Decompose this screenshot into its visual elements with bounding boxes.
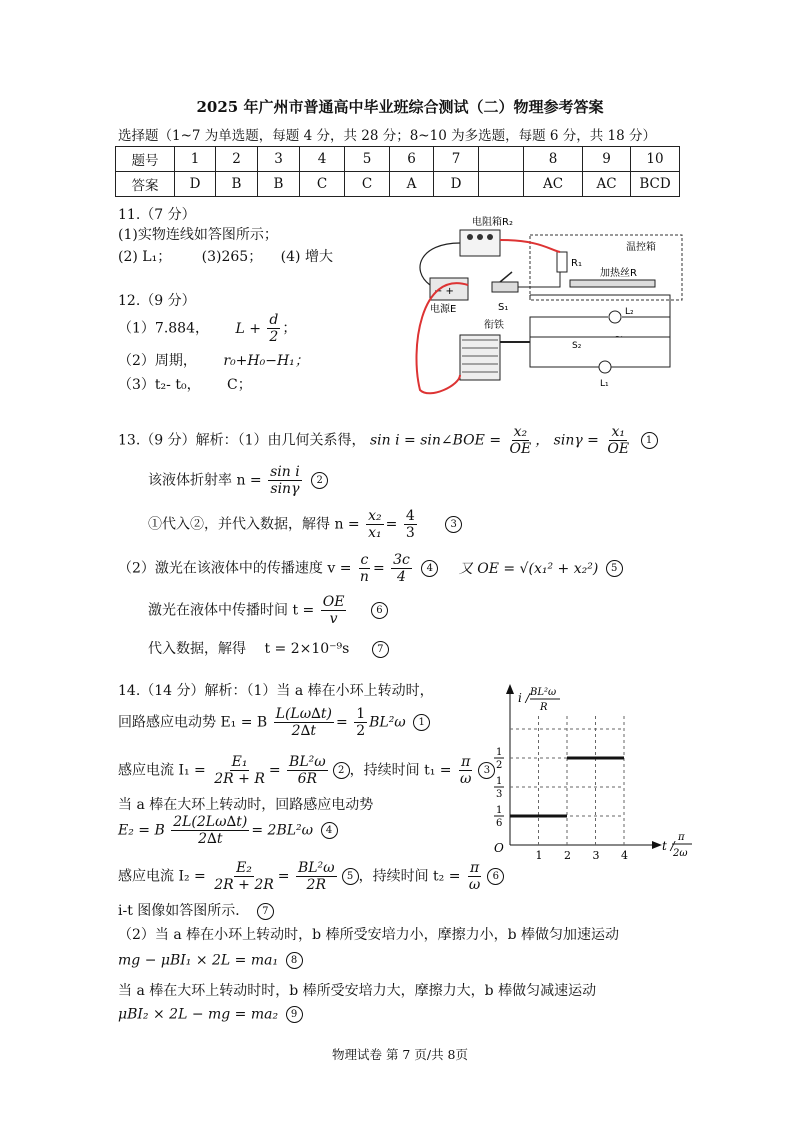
q14-line11 <box>118 1006 303 1023</box>
q14-duration1: ，持续时间 t₁ = <box>349 762 452 779</box>
q14-equation-9: μBI₂ × 2L − mg = ma₂ <box>118 1006 279 1023</box>
q14-emf1-result: BL²ω <box>369 714 406 731</box>
q12-line2 <box>118 350 309 370</box>
x-tick-label: 4 <box>621 849 628 862</box>
y-tick-denominator: 6 <box>496 818 503 829</box>
numerator: x₁ <box>611 424 625 440</box>
fraction <box>354 706 367 739</box>
fraction <box>358 552 371 585</box>
table-cell: 4 <box>300 147 345 172</box>
q13-result: 代入数据，解得 t = 2×10⁻⁹s <box>148 641 350 657</box>
q12-answer-3b: C； <box>227 377 252 393</box>
y-axis-label: i / <box>518 691 530 705</box>
table-cell: 3 <box>258 147 300 172</box>
q13-line1 <box>118 424 658 457</box>
step-marker: 2 <box>333 762 350 779</box>
table-row <box>116 172 680 197</box>
step-marker: 5 <box>342 868 359 885</box>
step-marker: 1 <box>641 432 658 449</box>
step-marker: 2 <box>311 472 328 489</box>
table-cell: C <box>345 172 390 197</box>
y-tick-denominator: 2 <box>496 760 503 771</box>
numerator: c <box>360 552 369 568</box>
q14-line1: 14.（14 分）解析：（1）当 a 棒在小环上转动时， <box>118 683 434 699</box>
l1-label: L₁ <box>600 379 609 389</box>
fraction <box>366 508 384 541</box>
denominator: x₁ <box>368 525 382 541</box>
step-marker: 3 <box>478 762 495 779</box>
q13-oe-length: 又 OE = √(x₁² + x₂²) <box>458 560 599 577</box>
numerator: 4 <box>405 508 415 524</box>
q14-current2: 感应电流 I₂ = <box>118 868 206 885</box>
fraction <box>391 552 412 585</box>
step-marker: 3 <box>445 516 462 533</box>
table-cell: D <box>434 172 479 197</box>
origin-label: O <box>494 841 504 855</box>
page-footer: 物理试卷 第 7 页/共 8页 <box>331 1047 468 1062</box>
numerator: OE <box>322 594 345 610</box>
table-cell: 7 <box>434 147 479 172</box>
denominator: OE <box>509 441 532 457</box>
fraction <box>212 754 267 787</box>
lamp-l1 <box>599 361 611 373</box>
fraction <box>605 424 631 457</box>
denominator: sinγ <box>270 481 300 497</box>
fraction <box>171 814 249 847</box>
armature-label: 衔铁 <box>484 320 504 331</box>
x-tick-label: 1 <box>535 849 543 862</box>
equals: = <box>336 714 348 731</box>
q13-eq1b: ， sinγ = <box>535 432 599 449</box>
step-marker: 4 <box>421 560 438 577</box>
table-header-cell: 答案 <box>116 172 175 197</box>
denominator: ω <box>468 877 481 893</box>
table-cell: C <box>300 172 345 197</box>
grid <box>510 715 624 846</box>
numerator: x₂ <box>513 424 528 440</box>
denominator: v <box>329 611 338 627</box>
denominator: 2R + 2R <box>214 877 274 893</box>
relay-coil <box>460 335 500 380</box>
q12-line1 <box>118 312 296 345</box>
q14-line6 <box>118 860 504 893</box>
q12-expression-2: r₀+H₀−H₁； <box>223 353 309 369</box>
q13-eq1: sin i = sin∠BOE = <box>369 432 502 449</box>
ac-source-icon: ~ <box>614 330 624 343</box>
q12-heading: 12.（9 分） <box>118 293 196 309</box>
table-cell: 5 <box>345 147 390 172</box>
y-axis-arrow <box>506 684 514 694</box>
heater-wire <box>570 280 655 287</box>
table-cell: A <box>390 172 434 197</box>
q14-emf1: 回路感应电动势 E₁ = B <box>118 714 268 731</box>
q14-line8: （2）当 a 棒在小环上转动时，b 棒所受安培力小，摩擦力小，b 棒做匀加速运动 <box>118 927 619 943</box>
fraction <box>508 424 534 457</box>
denominator: n <box>359 569 369 585</box>
punctuation: ； <box>282 320 297 337</box>
denominator: 2∆t <box>198 831 223 847</box>
x-axis-arrow <box>652 841 662 849</box>
table-cell: BCD <box>631 172 680 197</box>
q13-speed: （2）激光在该液体中的传播速度 v = <box>118 560 352 577</box>
q13-refractive-index: 该液体折射率 n = <box>148 472 262 489</box>
table-cell: 6 <box>390 147 434 172</box>
q13-solve-n: ①代入②，并代入数据，解得 n = <box>148 516 360 533</box>
q12-expression: L + <box>235 320 261 337</box>
table-cell: D <box>175 172 216 197</box>
table-cell: B <box>216 172 258 197</box>
i-t-graph <box>470 680 700 865</box>
r1-label: R₁ <box>571 258 582 269</box>
resistor-box-label: 电阻箱R₂ <box>472 217 513 228</box>
q12-line3 <box>118 374 252 394</box>
fraction <box>267 312 280 345</box>
fraction <box>268 464 302 497</box>
x-axis-label: t / <box>662 839 675 853</box>
switch-s1 <box>492 282 518 292</box>
numerator: BL²ω <box>289 754 326 770</box>
q12-answer-3a: （3）t₂- t₀， <box>118 377 201 393</box>
table-cell: AC <box>524 172 583 197</box>
source-label: 电源E <box>430 304 457 315</box>
numerator: 1 <box>356 706 366 722</box>
q14-emf2: E₂ = B <box>118 822 165 839</box>
answer-table <box>115 146 680 197</box>
denominator: 4 <box>397 569 406 585</box>
y-tick-numerator: 1 <box>496 776 503 787</box>
numerator: d <box>269 312 279 328</box>
numerator: π <box>470 860 480 876</box>
q14-graph-note: i-t 图像如答图所示． <box>118 903 250 919</box>
step-marker: 6 <box>487 868 504 885</box>
resistor-r1 <box>557 252 567 272</box>
x-unit-denominator: 2ω <box>673 848 688 859</box>
denominator: 6R <box>297 771 318 787</box>
fraction <box>321 594 347 627</box>
q13-line6 <box>148 638 389 658</box>
page-title: 2025 年广州市普通高中毕业班综合测试（二）物理参考答案 <box>196 98 604 116</box>
step-marker: 6 <box>371 602 388 619</box>
q14-line5 <box>118 814 338 847</box>
q13-line3 <box>148 508 462 541</box>
q11-line1: (1)实物连线如答图所示； <box>118 227 278 243</box>
numerator: E₁ <box>231 754 248 770</box>
q13-intro: 13.（9 分）解析：（1）由几何关系得， <box>118 432 366 449</box>
y-unit-numerator: BL²ω <box>530 687 557 698</box>
denominator: 2R <box>306 877 326 893</box>
denominator: OE <box>607 441 630 457</box>
numerator: E₂ <box>236 860 252 876</box>
q13-line2 <box>148 464 328 497</box>
y-tick-labels <box>494 747 504 829</box>
equals: = <box>268 762 281 779</box>
q14-line7 <box>118 900 274 920</box>
q11-answer-3: (3)265； <box>201 249 263 265</box>
table-cell: B <box>258 172 300 197</box>
q11-heading: 11.（7 分） <box>118 207 196 223</box>
table-cell: 8 <box>524 147 583 172</box>
denominator: 2 <box>269 329 279 345</box>
table-row <box>116 147 680 172</box>
equals: = <box>372 560 385 577</box>
equals: = <box>277 868 290 885</box>
q14-line2 <box>118 706 430 739</box>
y-tick-numerator: 1 <box>496 747 503 758</box>
q14-line10: 当 a 棒在大环上转动时时，b 棒所受安培力大，摩擦力大，b 棒做匀减速运动 <box>118 983 597 999</box>
numerator: 3c <box>393 552 410 568</box>
x-tick-label: 3 <box>592 849 600 862</box>
table-cell: 2 <box>216 147 258 172</box>
denominator: ω <box>460 771 472 787</box>
s2-label: S₂ <box>572 341 582 351</box>
table-cell: 10 <box>631 147 680 172</box>
q14-line9 <box>118 952 303 969</box>
fraction <box>296 860 337 893</box>
q14-line3 <box>118 754 495 787</box>
q14-line4: 当 a 棒在大环上转动时，回路感应电动势 <box>118 797 374 813</box>
y-unit-denominator: R <box>540 702 548 713</box>
l2-label: L₂ <box>625 307 634 317</box>
fraction <box>212 860 276 893</box>
q11-answer-2: (2) L₁； <box>118 249 172 265</box>
fraction <box>274 706 334 739</box>
denominator: 2R + R <box>214 771 265 787</box>
x-unit-numerator: π <box>678 832 685 843</box>
step-marker: 8 <box>286 952 303 969</box>
thermostat-label: 温控箱 <box>626 242 656 253</box>
q11-line2 <box>118 246 333 266</box>
numerator: 2L(2Lω∆t) <box>173 814 248 830</box>
lamp-l2 <box>609 311 621 323</box>
q11-answer-4: (4) 增大 <box>280 249 333 265</box>
numerator: BL²ω <box>297 860 335 876</box>
q13-line5 <box>148 594 388 627</box>
circuit-diagram <box>400 210 690 400</box>
y-tick-denominator: 3 <box>496 789 503 800</box>
fraction <box>404 508 417 541</box>
q14-duration2: ，持续时间 t₂ = <box>358 868 461 885</box>
table-header-cell: 题号 <box>116 147 175 172</box>
step-marker: 1 <box>413 714 430 731</box>
q13-time: 激光在液体中传播时间 t = <box>148 602 315 619</box>
heater-label: 加热丝R <box>600 268 637 279</box>
q12-answer-2: （2）周期， <box>118 353 197 369</box>
resistor-box-r2 <box>460 230 500 256</box>
q12-answer-1: （1）7.884， <box>118 320 209 337</box>
fraction <box>287 754 328 787</box>
q14-current1: 感应电流 I₁ = <box>118 762 206 779</box>
numerator: π <box>461 754 471 770</box>
table-cell: AC <box>583 172 631 197</box>
numerator: x₂ <box>368 508 382 524</box>
denominator: 2 <box>356 723 366 739</box>
table-cell: 9 <box>583 147 631 172</box>
x-tick-label: 2 <box>564 849 571 862</box>
step-marker: 9 <box>286 1006 303 1023</box>
numerator: L(Lω∆t) <box>275 706 332 722</box>
numerator: sin i <box>270 464 300 480</box>
table-cell: 1 <box>175 147 216 172</box>
x-tick-labels <box>536 849 629 862</box>
s1-label: S₁ <box>498 302 509 313</box>
q14-emf2-result: = 2BL²ω <box>251 822 314 839</box>
equals: = <box>385 516 398 533</box>
denominator: 2∆t <box>291 723 316 739</box>
source-terminals: − + <box>434 286 454 297</box>
step-marker: 7 <box>257 903 274 920</box>
q13-line4 <box>118 552 623 585</box>
q14-equation-8: mg − μBI₁ × 2L = ma₁ <box>118 952 279 969</box>
selection-description: 选择题（1~7 为单选题，每题 4 分，共 28 分；8~10 为多选题，每题 6 分，共 18 分） <box>118 128 657 144</box>
step-marker: 4 <box>321 822 338 839</box>
step-marker: 7 <box>372 641 389 658</box>
denominator: 3 <box>405 525 415 541</box>
step-marker: 5 <box>606 560 623 577</box>
y-tick-numerator: 1 <box>496 805 503 816</box>
